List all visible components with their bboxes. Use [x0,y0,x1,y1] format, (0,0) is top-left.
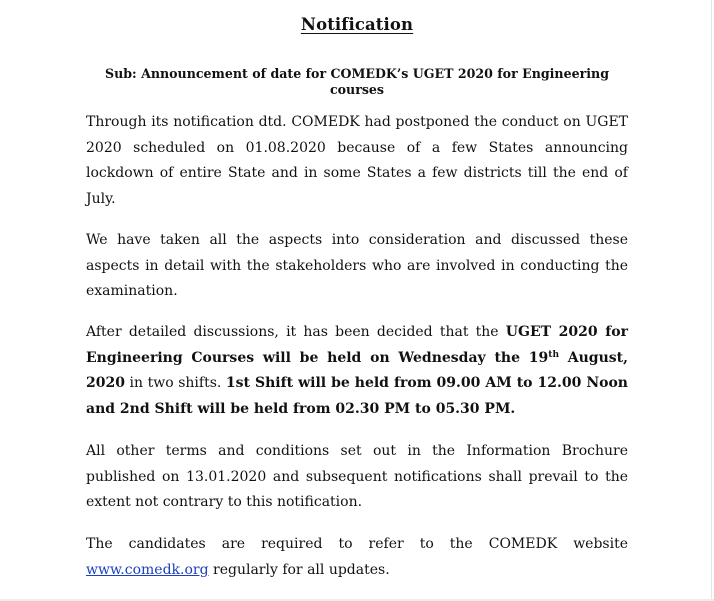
page-edge-right [711,0,712,601]
paragraph-consideration: We have taken all the aspects into consideration and discussed these aspects in detail with the stakeholders who are involved in conducting the examination. [86,232,628,299]
schedule-intro: After detailed discussions, it has been decided that the [86,324,506,340]
paragraph-website [86,532,628,583]
date-ordinal-suffix: th [548,349,559,360]
paragraph-postponement: Through its notification dtd. COMEDK had postponed the conduct on UGET 2020 scheduled on 01.08.2020 because of a few States announcing lockdown of entire State and in some States a few districts till the end of July. [86,114,628,207]
schedule-exam-month-year: August, 2020 [86,349,628,391]
schedule-exam-date: UGET 2020 for Engineering Courses will be held on Wednesday the 19 [86,324,628,366]
schedule-middle: in two shifts. [124,375,226,391]
notification-title: Notification [300,15,414,34]
schedule-shift-times: 1st Shift will be held from 09.00 AM to 12.00 Noon and 2nd Shift will be held from 02.30 PM to 05.30 PM. [86,375,628,417]
comedk-website-link[interactable]: www.comedk.org [86,561,209,578]
subject-line: Sub: Announcement of date for COMEDK’s UGET 2020 for Engineering courses [104,66,609,97]
website-text-before: The candidates are required to refer to the COMEDK website [86,536,628,552]
paragraph-schedule [86,320,628,422]
website-text-after: regularly for all updates. [208,561,390,578]
paragraph-terms: All other terms and conditions set out in the Information Brochure published on 13.01.2020 and subsequent notifications shall prevail to the extent not contrary to this notification. [86,443,628,510]
